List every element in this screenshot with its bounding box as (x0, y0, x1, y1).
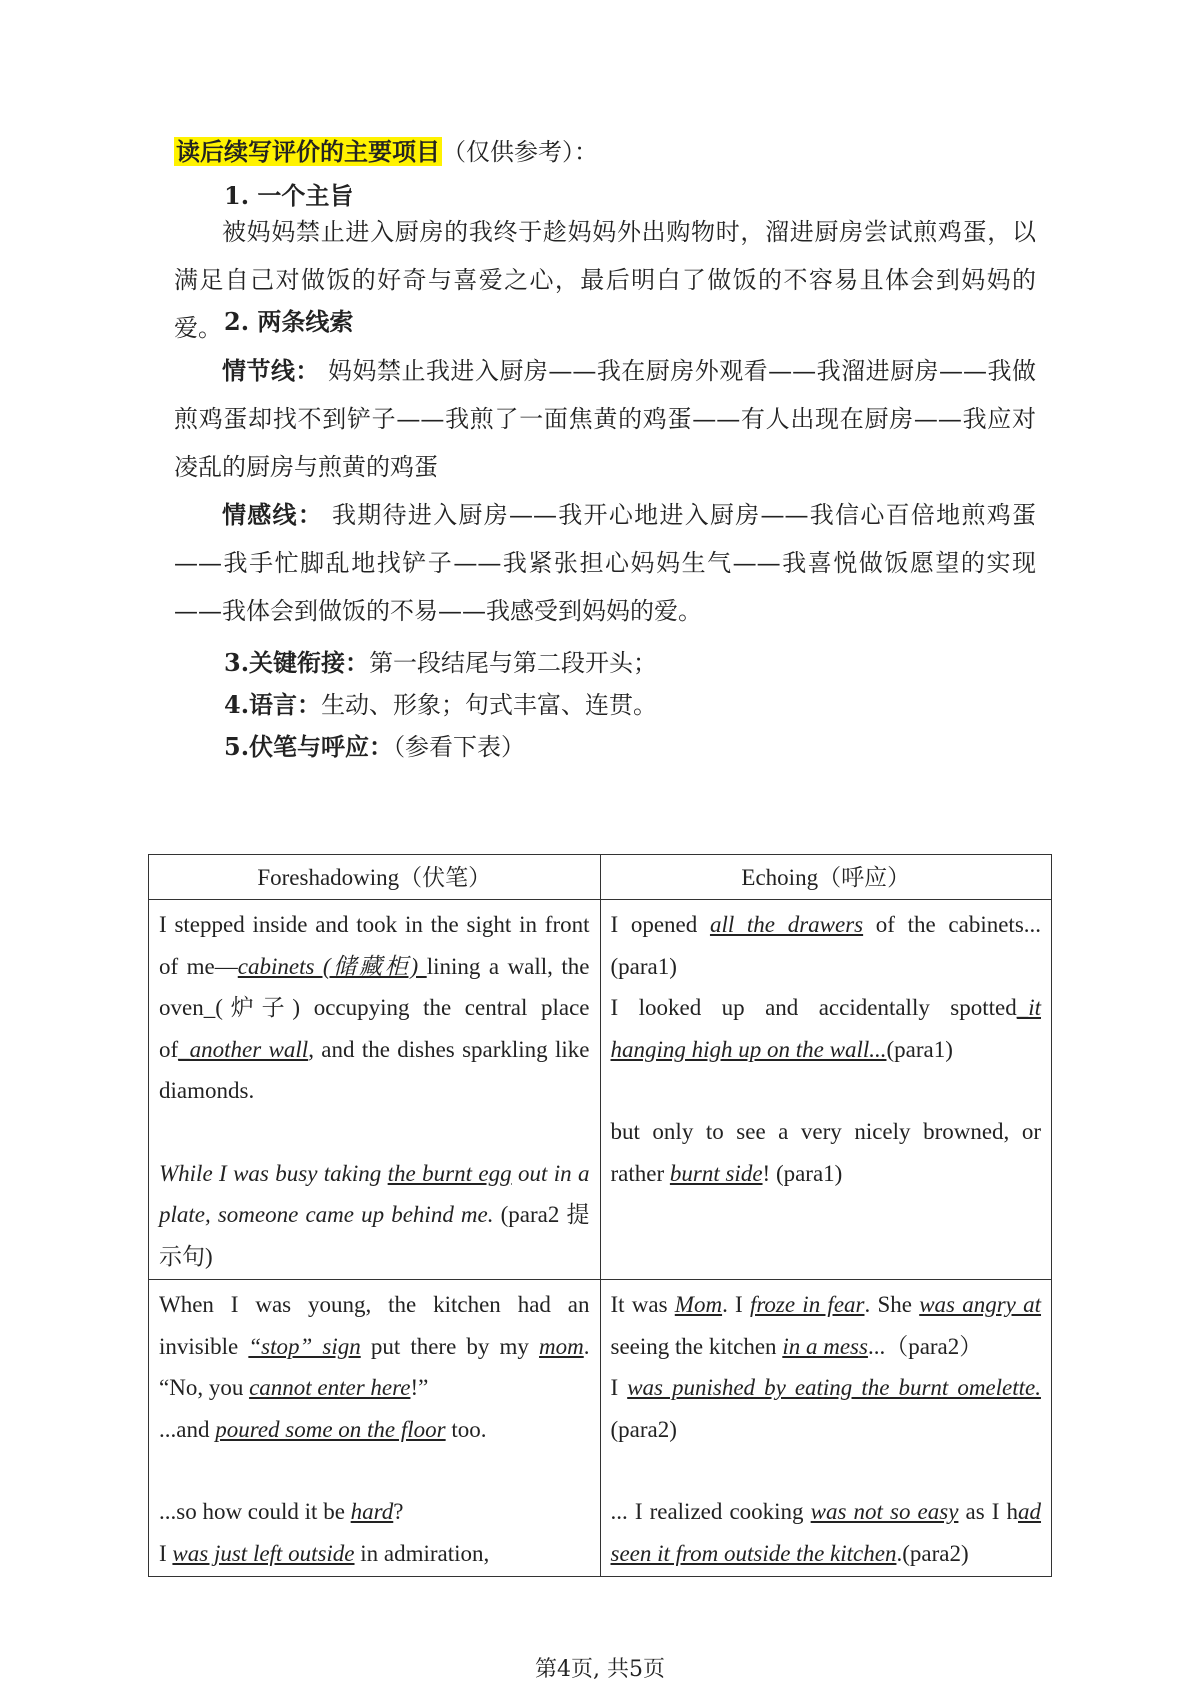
text-span: but only to see a very nicely browned, or rather (610, 1119, 1041, 1186)
table-row (149, 1280, 1052, 1577)
text-span: , and the dishes sparkling like diamonds. (159, 1036, 590, 1103)
page-footer: 第4页, 共5页 (535, 1657, 665, 1682)
text-span: While I was busy taking (159, 1160, 388, 1186)
text-span: too. (445, 1416, 487, 1442)
text-span: ...and (159, 1416, 216, 1442)
underlined-phrase: was punished by eating the burnt omelette. (627, 1375, 1041, 1400)
text-span: It was (610, 1292, 675, 1317)
spacer (159, 1112, 590, 1153)
text-span: in admiration, (354, 1540, 490, 1566)
text-span: out in a plate, someone came up behind me. (159, 1160, 590, 1227)
text-span: ...（para2） (867, 1333, 983, 1359)
text-span: seeing the kitchen (610, 1333, 783, 1359)
text-span: . “No, you (159, 1333, 590, 1400)
underlined-phrase: in a mess (782, 1333, 868, 1359)
underlined-phrase: froze in fear (749, 1292, 865, 1317)
underlined-phrase: hard (350, 1499, 394, 1524)
underlined-phrase: cabinets (储藏柜) (237, 953, 427, 979)
text-span: I (610, 1375, 628, 1400)
spacer (159, 1450, 590, 1491)
plot-line-label: 情节线： (222, 356, 320, 385)
item3-text: 第一段结尾与第二段开头； (369, 649, 658, 677)
emotion-line-text: 我期待进入厨房——我开心地进入厨房——我信心百倍地煎鸡蛋——我手忙脚乱地找铲子——我紧张担心妈妈生气——我喜悦做饭愿望的实现——我体会到做饭的不易——我感受到妈妈的爱。 (174, 501, 1036, 625)
section-heading (174, 135, 598, 169)
echoing-2-part2 (611, 1491, 1042, 1574)
item5 (224, 730, 525, 764)
item1-body: 被妈妈禁止进入厨房的我终于趁妈妈外出购物时，溜进厨房尝试煎鸡蛋，以满足自己对做饭的好奇与喜爱之心，最后明白了做饭的不容易且体会到妈妈的爱。 (174, 218, 1036, 342)
text-span: I stepped inside and took in the sight in front of me— (159, 912, 590, 979)
item1-title: 1. 一个主旨 (224, 181, 354, 210)
text-span: ... I realized cooking (610, 1499, 811, 1524)
text-span: lining a wall, the oven_(炉子) occupying the central place of (159, 953, 590, 1062)
text-span: of the cabinets...(para1) (610, 912, 1042, 979)
underlined-phrase: cannot enter here (249, 1375, 411, 1400)
emotion-line (174, 491, 1036, 635)
underlined-phrase: _another wall (178, 1036, 309, 1062)
underlined-phrase: “stop” sign (248, 1333, 361, 1359)
header-foreshadowing: Foreshadowing（伏笔） (149, 855, 601, 900)
heading-note: （仅供参考）： (442, 138, 598, 166)
text-span: put there by my (360, 1333, 540, 1359)
foreshadowing-2-part1 (159, 1284, 590, 1450)
echoing-1-part2 (611, 1111, 1042, 1194)
text-span: . I (722, 1292, 750, 1317)
text-span: !” (410, 1375, 429, 1400)
text-span: . She (864, 1292, 920, 1317)
header-echoing: Echoing（呼应） (600, 855, 1052, 900)
underlined-phrase: mom (539, 1333, 584, 1359)
item4 (224, 688, 657, 722)
echoing-1-part1 (611, 904, 1042, 1070)
underlined-phrase: was angry at (919, 1292, 1042, 1317)
echoing-cell-1 (600, 900, 1052, 1280)
underlined-phrase: poured some on the floor (215, 1416, 446, 1442)
underlined-phrase: burnt side (669, 1160, 763, 1186)
text-span: .(para2) (896, 1540, 969, 1566)
text-span: (para2) (610, 1416, 677, 1442)
table-row (149, 900, 1052, 1280)
foreshadowing-1-part1 (159, 904, 590, 1112)
underlined-phrase: the burnt egg (387, 1160, 512, 1186)
item4-text: 生动、形象；句式丰富、连贯。 (321, 691, 658, 719)
underlined-phrase: all the drawers (709, 912, 864, 937)
spacer (611, 1450, 1042, 1491)
foreshadowing-2-part2 (159, 1491, 590, 1574)
item5-label: 5.伏笔与呼应： (224, 732, 394, 761)
emotion-line-label: 情感线： (222, 500, 324, 529)
foreshadowing-cell-1 (149, 900, 601, 1280)
item3 (224, 646, 657, 680)
echoing-cell-2 (600, 1280, 1052, 1577)
plot-line (174, 347, 1036, 491)
underlined-phrase: ad seen it from outside the kitchen (610, 1499, 1042, 1566)
foreshadowing-cell-2 (149, 1280, 601, 1577)
item4-label: 4.语言： (224, 690, 322, 719)
text-span: I looked up and accidentally spotted (610, 995, 1017, 1020)
text-span: as I h (958, 1499, 1019, 1524)
underlined-phrase: _it hanging high up on the wall... (610, 995, 1041, 1062)
item5-text: （参看下表） (393, 733, 526, 761)
text-span: (para2 提示句) (159, 1202, 590, 1269)
text-span: ...so how could it be (159, 1499, 351, 1524)
text-span: I opened (610, 912, 710, 937)
echoing-2-part1 (611, 1284, 1042, 1450)
spacer (611, 1070, 1042, 1111)
underlined-phrase: was not so easy (810, 1499, 959, 1524)
foreshadowing-1-part2 (159, 1153, 590, 1278)
highlighted-heading: 读后续写评价的主要项目 (176, 137, 440, 166)
text-span: (para1) (886, 1036, 953, 1062)
item3-label: 3.关键衔接： (224, 648, 370, 677)
text-span: ? (393, 1499, 404, 1524)
table-header-row (149, 855, 1052, 900)
plot-line-text: 妈妈禁止我进入厨房——我在厨房外观看——我溜进厨房——我做煎鸡蛋却找不到铲子——我煎了一面焦黄的鸡蛋——有人出现在厨房——我应对凌乱的厨房与煎黄的鸡蛋 (174, 357, 1036, 481)
text-span: ! (para1) (762, 1160, 843, 1186)
underlined-phrase: Mom (674, 1292, 723, 1317)
text-span: When I was young, the kitchen had an invisible (159, 1292, 590, 1359)
underlined-phrase: was just left outside (172, 1540, 355, 1566)
item2-title: 2. 两条线索 (224, 307, 354, 336)
text-span: I (159, 1540, 173, 1566)
foreshadowing-echoing-table (148, 854, 1052, 1577)
